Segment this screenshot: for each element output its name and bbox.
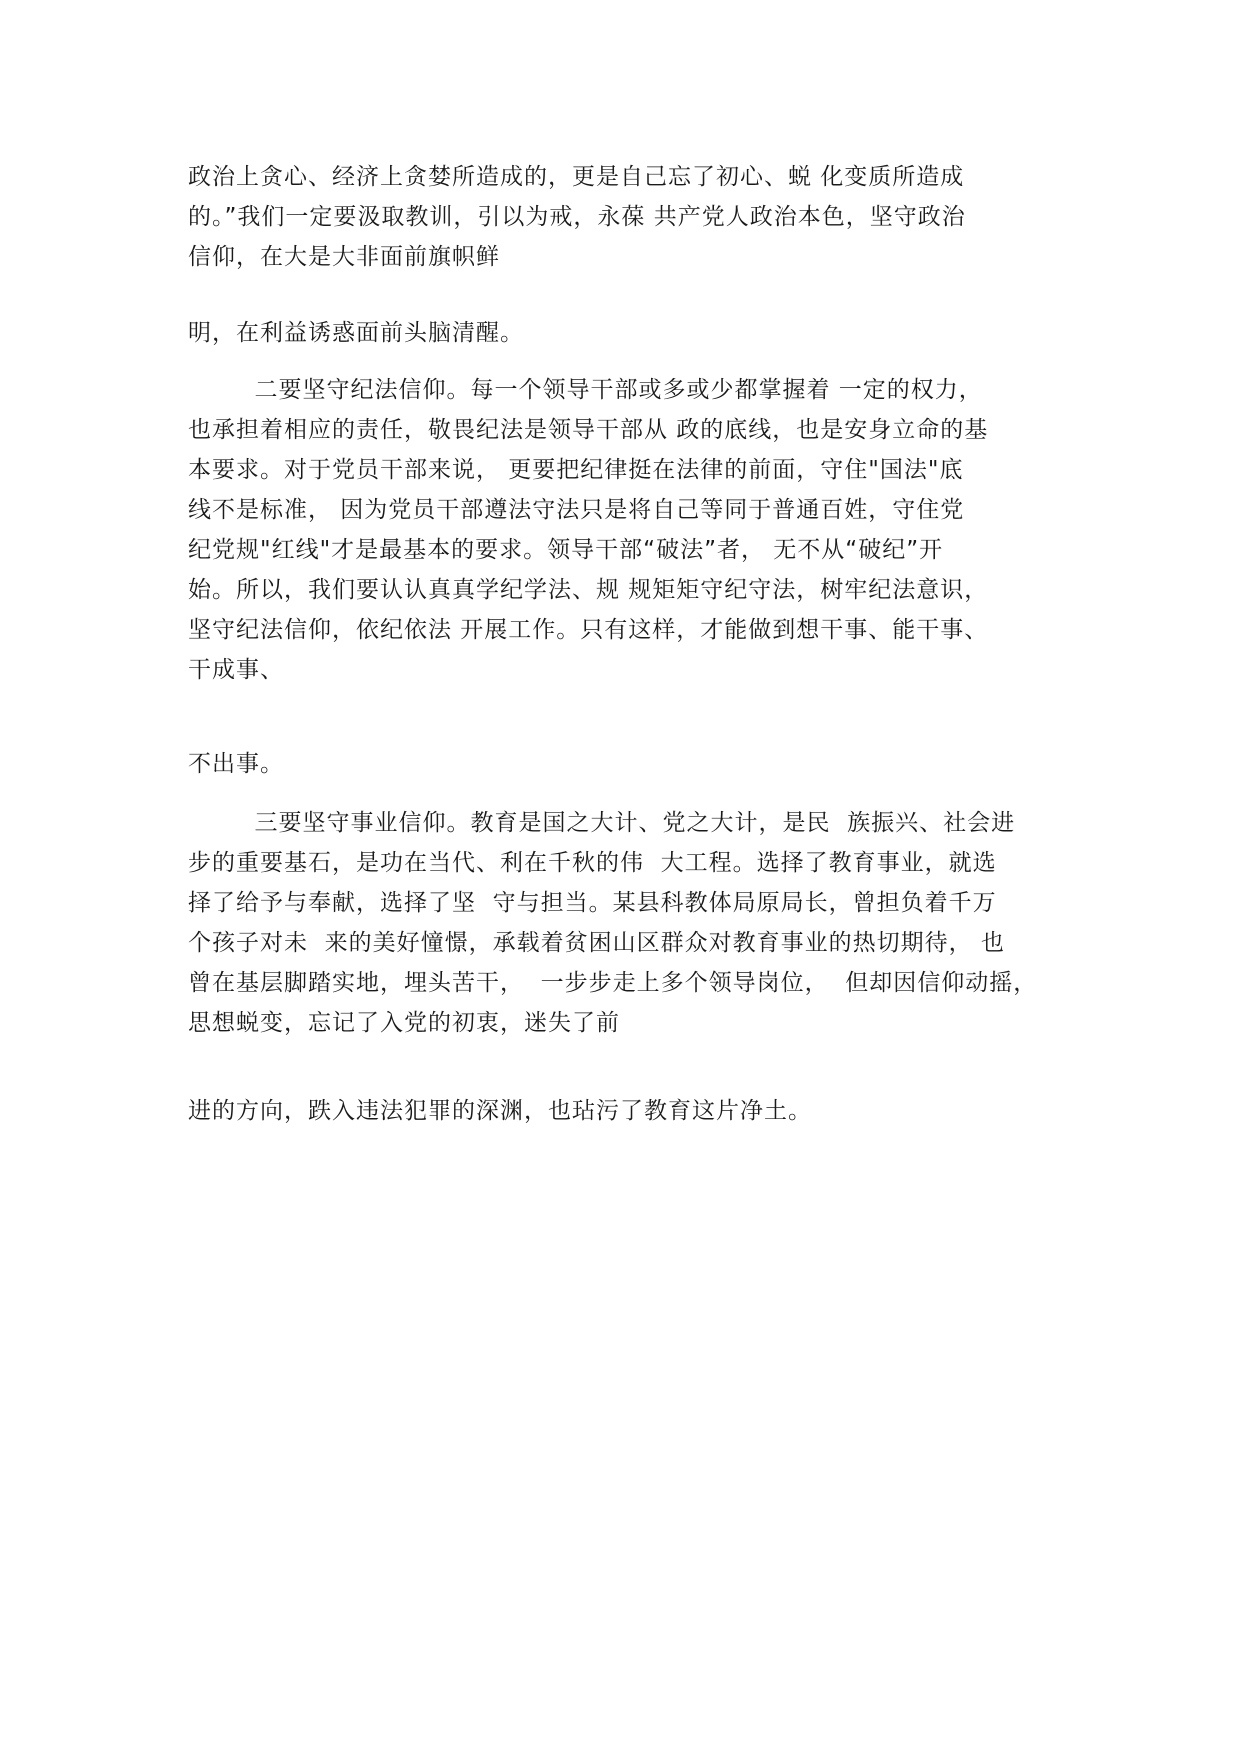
- text-line: 本要求。对于党员干部来说， 更要把纪律挺在法律的前面，守住"国法"底: [188, 457, 964, 483]
- text-line: 线不是标准， 因为党员干部遵法守法只是将自己等同于普通百姓，守住党: [188, 497, 965, 523]
- text-line: 也承担着相应的责任，敬畏纪法是领导干部从 政的底线，也是安身立命的基: [188, 417, 989, 443]
- text-line: 二要坚守纪法信仰。每一个领导干部或多或少都掌握着 一定的权力，: [188, 377, 983, 403]
- text-line: 明，在利益诱惑面前头脑清醒。: [188, 320, 524, 346]
- text-line: 政治上贪心、经济上贪婪所造成的，更是自己忘了初心、蜕 化变质所造成: [188, 164, 965, 190]
- text-line: 步的重要基石，是功在当代、利在千秋的伟 大工程。选择了教育事业，就选: [188, 850, 997, 876]
- text-line: 不出事。: [188, 751, 284, 777]
- text-line: 进的方向，跌入违法犯罪的深渊，也玷污了教育这片净土。: [188, 1098, 812, 1124]
- text-line: 三要坚守事业信仰。教育是国之大计、党之大计，是民 族振兴、社会进: [188, 810, 1016, 836]
- text-line: 思想蜕变，忘记了入党的初衷，迷失了前: [188, 1010, 620, 1036]
- text-line: 曾在基层脚踏实地，埋头苦干， 一步步走上多个领导岗位， 但却因信仰动摇，: [188, 970, 1038, 996]
- text-line: 的。”我们一定要汲取教训，引以为戒，永葆 共产党人政治本色，坚守政治: [188, 204, 966, 230]
- text-line: 始。所以，我们要认认真真学纪学法、规 规矩矩守纪守法，树牢纪法意识，: [188, 577, 989, 603]
- text-line: 干成事、: [188, 657, 284, 683]
- text-line: 择了给予与奉献，选择了坚 守与担当。某县科教体局原局长，曾担负着千万: [188, 890, 997, 916]
- text-line: 信仰，在大是大非面前旗帜鲜: [188, 244, 500, 270]
- text-line: 坚守纪法信仰，依纪依法 开展工作。只有这样，才能做到想干事、能干事、: [188, 617, 989, 643]
- text-line: 纪党规"红线"才是最基本的要求。领导干部“破法”者， 无不从“破纪”开: [188, 537, 944, 563]
- text-line: 个孩子对未 来的美好憧憬，承载着贫困山区群众对教育事业的热切期待， 也: [188, 930, 1005, 956]
